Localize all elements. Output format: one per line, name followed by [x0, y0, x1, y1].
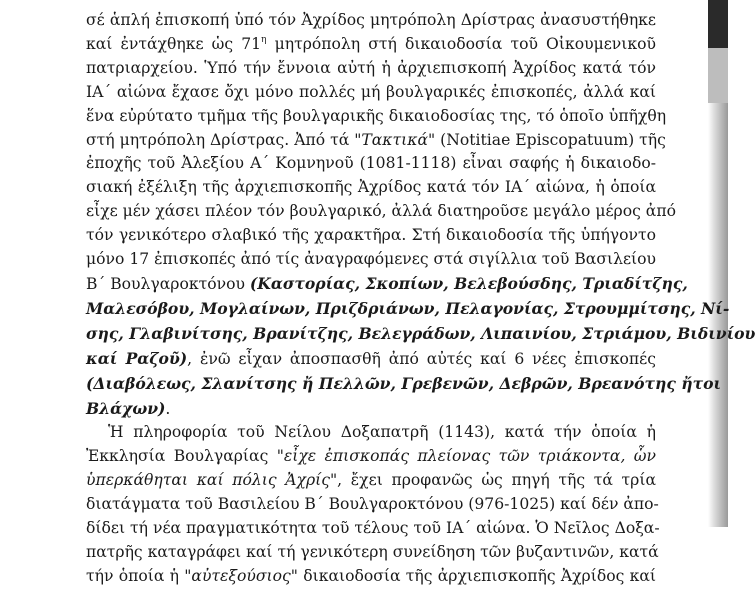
- text-segment: στή μητρόπολη Δρίστρας. Ἀπό τά: [86, 130, 355, 149]
- text-line: [86, 297, 730, 322]
- text-line: [86, 541, 659, 565]
- text-segment: Βλάχων): [86, 398, 166, 418]
- text-line: [86, 397, 656, 422]
- text-line: [86, 248, 656, 272]
- text-line: [86, 9, 656, 33]
- text-segment: Ἡ πληροφορία τοῦ Νείλου Δοξαπατρῆ (1143), κατά τήν ὁποία ἡ: [108, 423, 656, 442]
- text-segment: καί Ραζοῦ): [86, 348, 188, 368]
- text-line: [86, 445, 656, 469]
- text-segment: ἐποχῆς τοῦ Ἀλεξίου Α΄ Κομνηνοῦ (1081-1118) εἶναι σαφής ἡ δικαιοδο-: [86, 154, 656, 173]
- text-line: [86, 469, 656, 493]
- text-segment: τόν γενικότερο σλαβικό τῆς χαρακτῆρα. Στή δικαιοδοσία τῆς ὑπήγοντο: [86, 226, 656, 245]
- text-line: [86, 421, 656, 445]
- text-segment: τήν ὁποία ἡ: [86, 566, 185, 585]
- text-segment: πατρῆς καταγράφει καί τή γενικότερη συνείδηση τῶν βυζαντινῶν, κατά: [86, 542, 659, 561]
- text-line: [86, 224, 656, 248]
- scan-grey-edge: [708, 48, 728, 103]
- text-segment: εἶχε μέν χάσει πλέον τόν βουλγαρικό, ἀλλά διατηροῦσε μεγάλο μέρος ἀπό: [86, 202, 676, 221]
- text-segment: μόνο 17 ἐπισκοπές ἀπό τίς ἀναγραφόμενες στά σιγίλλια τοῦ Βασιλείου: [86, 250, 657, 269]
- text-segment: (Notitiae Episcopatuum) τῆς: [435, 130, 666, 149]
- text-segment: διατάγματα τοῦ Βασιλείου Β΄ Βουλγαροκτόνου (976-1025) καί δέν ἀπο-: [86, 495, 659, 514]
- scan-dark-corner: [708, 0, 728, 48]
- text-line: [86, 176, 656, 200]
- text-line: [86, 272, 688, 297]
- text-segment: "αὐτεξούσιος": [184, 566, 298, 585]
- body-text: [86, 9, 755, 589]
- text-segment: ὑπερκάθηται καί πόλις Ἀχρίς": [86, 471, 338, 490]
- text-line: [86, 347, 656, 372]
- text-line: [86, 81, 656, 105]
- text-segment: ἕνα εὐρύτατο τμῆμα τῆς βουλγαρικῆς δικαιοδοσίας της, τό ὁποῖο ὑπῆχθη: [86, 106, 667, 125]
- text-line: [86, 57, 656, 81]
- text-segment: σιακή ἐξέλιξη τῆς ἀρχιεπισκοπῆς Ἀχρίδος κατά τόν ΙΑ΄ αἰώνα, ἡ ὁποία: [86, 178, 656, 197]
- text-segment: , ἐνῶ εἶχαν ἀποσπασθῆ ἀπό αὐτές καί 6 νέες ἐπισκοπές: [187, 349, 656, 368]
- text-line: [86, 322, 755, 347]
- text-line: [86, 105, 667, 129]
- text-segment: "εἶχε ἐπισκοπάς πλείονας τῶν τριάκοντα, ὧν: [276, 447, 656, 466]
- text-line: [86, 372, 722, 397]
- text-segment: .: [165, 399, 171, 418]
- text-segment: "Τακτικά": [354, 130, 436, 149]
- text-segment: , ἔχει προφανῶς ὡς πηγή τῆς τά τρία: [337, 471, 656, 490]
- text-segment: Ἐκκλησία Βουλγαρίας: [86, 447, 277, 466]
- text-segment: δικαιοδοσία τῆς ἀρχιεπισκοπῆς Ἀχρίδος καί: [297, 566, 656, 585]
- text-line: [86, 493, 659, 517]
- superscript: η: [261, 34, 267, 45]
- text-segment: σης, Γλαβινίτσης, Βρανίτζης, Βελεγράδων, Λιπαινίου, Στριάμου, Βιδινίου: [86, 323, 755, 343]
- text-line: [86, 152, 656, 176]
- text-segment: πατριαρχείου. Ὑπό τήν ἔννοια αὐτή ἡ ἀρχιεπισκοπή Ἀχρίδος κατά τόν: [86, 58, 656, 77]
- text-segment: (Καστορίας, Σκοπίων, Βελεβούσδης, Τριαδίτζης,: [249, 273, 688, 293]
- text-line: [86, 33, 656, 57]
- text-segment: (Διαβόλεως, Σλανίτσης ἤ Πελλῶν, Γρεβενῶν, Δεβρῶν, Βρεανότης ἤτοι: [86, 373, 722, 393]
- text-line: [86, 565, 656, 589]
- text-segment: Β΄ Βουλγαροκτόνου: [86, 274, 250, 293]
- text-segment: ΙΑ΄ αἰώνα ἔχασε ὄχι μόνο πολλές μή βουλγαρικές ἐπισκοπές, ἀλλά καί: [86, 82, 656, 101]
- text-segment: σέ ἁπλή ἐπισκοπή ὑπό τόν Ἀχρίδος μητρόπολη Δρίστρας ἀνασυστήθηκε: [86, 11, 656, 29]
- text-segment: μητρόπολη στή δικαιοδοσία τοῦ Οἰκουμενικοῦ: [266, 34, 656, 53]
- text-segment: Μαλεσόβου, Μογλαίνων, Πριζδριάνων, Πελαγονίας, Στρουμμίτσης, Νί-: [86, 298, 730, 318]
- text-line: [86, 200, 676, 224]
- text-line: [86, 129, 666, 153]
- text-segment: δίδει τή νέα πραγματικότητα τοῦ τέλους τοῦ ΙΑ΄ αἰώνα. Ὁ Νεῖλος Δοξα-: [86, 519, 660, 538]
- text-line: [86, 517, 660, 541]
- text-segment: καί ἐντάχθηκε ὡς 71: [86, 34, 262, 53]
